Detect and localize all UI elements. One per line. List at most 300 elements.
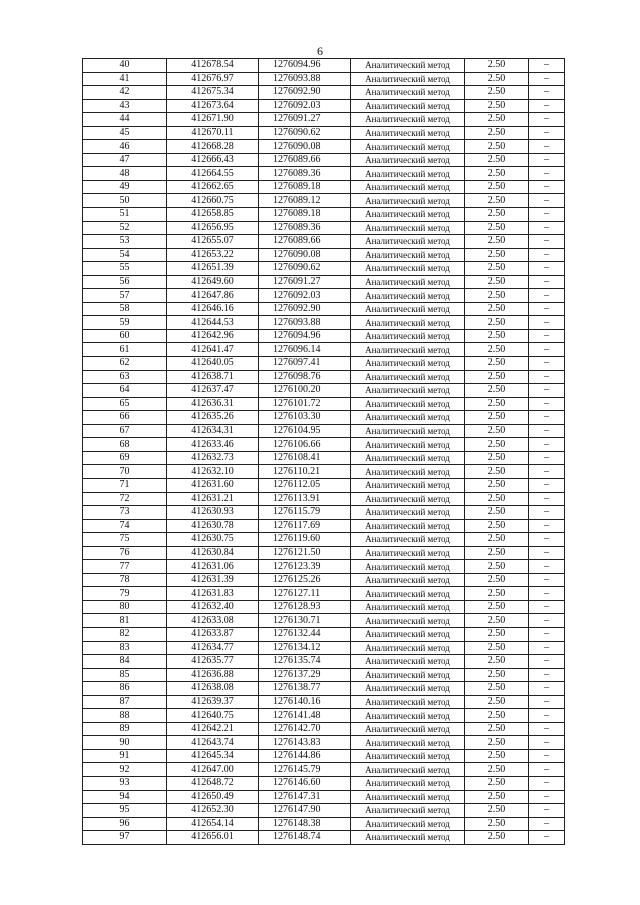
method-cell: Аналитический метод: [351, 438, 465, 452]
precision-cell: 2.50: [465, 478, 529, 492]
point-number-cell: 76: [83, 546, 167, 560]
method-cell: Аналитический метод: [351, 722, 465, 736]
method-cell: Аналитический метод: [351, 86, 465, 100]
y-coordinate-cell: 1276134.12: [259, 641, 351, 655]
description-cell: –: [529, 221, 565, 235]
description-cell: –: [529, 763, 565, 777]
precision-cell: 2.50: [465, 302, 529, 316]
y-coordinate-cell: 1276123.39: [259, 560, 351, 574]
point-number-cell: 75: [83, 533, 167, 547]
precision-cell: 2.50: [465, 546, 529, 560]
y-coordinate-cell: 1276132.44: [259, 627, 351, 641]
point-number-cell: 97: [83, 831, 167, 845]
table-row: [83, 302, 565, 316]
x-coordinate-cell: 412630.78: [167, 519, 259, 533]
y-coordinate-cell: 1276112.05: [259, 478, 351, 492]
y-coordinate-cell: 1276106.66: [259, 438, 351, 452]
point-number-cell: 69: [83, 451, 167, 465]
x-coordinate-cell: 412630.93: [167, 506, 259, 520]
table-row: [83, 397, 565, 411]
y-coordinate-cell: 1276094.96: [259, 59, 351, 73]
x-coordinate-cell: 412673.64: [167, 99, 259, 113]
y-coordinate-cell: 1276137.29: [259, 668, 351, 682]
y-coordinate-cell: 1276100.20: [259, 384, 351, 398]
point-number-cell: 40: [83, 59, 167, 73]
description-cell: –: [529, 573, 565, 587]
point-number-cell: 66: [83, 411, 167, 425]
point-number-cell: 84: [83, 655, 167, 669]
point-number-cell: 48: [83, 167, 167, 181]
point-number-cell: 43: [83, 99, 167, 113]
table-row: [83, 438, 565, 452]
method-cell: Аналитический метод: [351, 546, 465, 560]
description-cell: –: [529, 804, 565, 818]
point-number-cell: 58: [83, 302, 167, 316]
precision-cell: 2.50: [465, 560, 529, 574]
y-coordinate-cell: 1276089.18: [259, 180, 351, 194]
coordinates-table: [82, 58, 565, 845]
x-coordinate-cell: 412647.00: [167, 763, 259, 777]
method-cell: Аналитический метод: [351, 126, 465, 140]
precision-cell: 2.50: [465, 831, 529, 845]
x-coordinate-cell: 412646.16: [167, 302, 259, 316]
point-number-cell: 96: [83, 817, 167, 831]
method-cell: Аналитический метод: [351, 804, 465, 818]
method-cell: Аналитический метод: [351, 627, 465, 641]
description-cell: –: [529, 153, 565, 167]
x-coordinate-cell: 412639.37: [167, 695, 259, 709]
table-row: [83, 709, 565, 723]
description-cell: –: [529, 370, 565, 384]
x-coordinate-cell: 412647.86: [167, 289, 259, 303]
description-cell: –: [529, 533, 565, 547]
table-row: [83, 573, 565, 587]
precision-cell: 2.50: [465, 221, 529, 235]
x-coordinate-cell: 412655.07: [167, 235, 259, 249]
point-number-cell: 89: [83, 722, 167, 736]
method-cell: Аналитический метод: [351, 302, 465, 316]
precision-cell: 2.50: [465, 641, 529, 655]
description-cell: –: [529, 560, 565, 574]
table-row: [83, 194, 565, 208]
method-cell: Аналитический метод: [351, 113, 465, 127]
x-coordinate-cell: 412666.43: [167, 153, 259, 167]
precision-cell: 2.50: [465, 86, 529, 100]
x-coordinate-cell: 412640.05: [167, 357, 259, 371]
table-row: [83, 763, 565, 777]
y-coordinate-cell: 1276092.03: [259, 289, 351, 303]
precision-cell: 2.50: [465, 262, 529, 276]
point-number-cell: 86: [83, 682, 167, 696]
y-coordinate-cell: 1276091.27: [259, 275, 351, 289]
table-row: [83, 86, 565, 100]
table-row: [83, 248, 565, 262]
x-coordinate-cell: 412641.47: [167, 343, 259, 357]
point-number-cell: 54: [83, 248, 167, 262]
precision-cell: 2.50: [465, 275, 529, 289]
y-coordinate-cell: 1276130.71: [259, 614, 351, 628]
description-cell: –: [529, 262, 565, 276]
x-coordinate-cell: 412631.60: [167, 478, 259, 492]
method-cell: Аналитический метод: [351, 289, 465, 303]
method-cell: Аналитический метод: [351, 478, 465, 492]
y-coordinate-cell: 1276142.70: [259, 722, 351, 736]
precision-cell: 2.50: [465, 465, 529, 479]
precision-cell: 2.50: [465, 695, 529, 709]
precision-cell: 2.50: [465, 668, 529, 682]
x-coordinate-cell: 412670.11: [167, 126, 259, 140]
x-coordinate-cell: 412632.10: [167, 465, 259, 479]
table-row: [83, 641, 565, 655]
precision-cell: 2.50: [465, 397, 529, 411]
method-cell: Аналитический метод: [351, 831, 465, 845]
x-coordinate-cell: 412635.26: [167, 411, 259, 425]
x-coordinate-cell: 412633.87: [167, 627, 259, 641]
description-cell: –: [529, 59, 565, 73]
x-coordinate-cell: 412654.14: [167, 817, 259, 831]
y-coordinate-cell: 1276090.62: [259, 262, 351, 276]
x-coordinate-cell: 412644.53: [167, 316, 259, 330]
precision-cell: 2.50: [465, 140, 529, 154]
precision-cell: 2.50: [465, 533, 529, 547]
point-number-cell: 52: [83, 221, 167, 235]
x-coordinate-cell: 412676.97: [167, 72, 259, 86]
precision-cell: 2.50: [465, 126, 529, 140]
method-cell: Аналитический метод: [351, 506, 465, 520]
x-coordinate-cell: 412630.75: [167, 533, 259, 547]
description-cell: –: [529, 438, 565, 452]
method-cell: Аналитический метод: [351, 533, 465, 547]
point-number-cell: 41: [83, 72, 167, 86]
precision-cell: 2.50: [465, 424, 529, 438]
method-cell: Аналитический метод: [351, 167, 465, 181]
table-row: [83, 180, 565, 194]
description-cell: –: [529, 831, 565, 845]
precision-cell: 2.50: [465, 600, 529, 614]
description-cell: –: [529, 722, 565, 736]
method-cell: Аналитический метод: [351, 140, 465, 154]
description-cell: –: [529, 126, 565, 140]
x-coordinate-cell: 412642.96: [167, 329, 259, 343]
table-row: [83, 655, 565, 669]
table-row: [83, 140, 565, 154]
table-row: [83, 722, 565, 736]
description-cell: –: [529, 208, 565, 222]
method-cell: Аналитический метод: [351, 248, 465, 262]
description-cell: –: [529, 478, 565, 492]
x-coordinate-cell: 412650.49: [167, 790, 259, 804]
y-coordinate-cell: 1276090.08: [259, 248, 351, 262]
precision-cell: 2.50: [465, 411, 529, 425]
point-number-cell: 73: [83, 506, 167, 520]
method-cell: Аналитический метод: [351, 790, 465, 804]
method-cell: Аналитический метод: [351, 384, 465, 398]
precision-cell: 2.50: [465, 289, 529, 303]
point-number-cell: 85: [83, 668, 167, 682]
point-number-cell: 47: [83, 153, 167, 167]
precision-cell: 2.50: [465, 370, 529, 384]
precision-cell: 2.50: [465, 614, 529, 628]
precision-cell: 2.50: [465, 167, 529, 181]
table-row: [83, 695, 565, 709]
description-cell: –: [529, 600, 565, 614]
point-number-cell: 70: [83, 465, 167, 479]
table-row: [83, 275, 565, 289]
method-cell: Аналитический метод: [351, 560, 465, 574]
point-number-cell: 59: [83, 316, 167, 330]
description-cell: –: [529, 180, 565, 194]
method-cell: Аналитический метод: [351, 749, 465, 763]
description-cell: –: [529, 72, 565, 86]
table-row: [83, 817, 565, 831]
precision-cell: 2.50: [465, 357, 529, 371]
point-number-cell: 49: [83, 180, 167, 194]
method-cell: Аналитический метод: [351, 343, 465, 357]
precision-cell: 2.50: [465, 587, 529, 601]
method-cell: Аналитический метод: [351, 370, 465, 384]
description-cell: –: [529, 709, 565, 723]
method-cell: Аналитический метод: [351, 736, 465, 750]
method-cell: Аналитический метод: [351, 99, 465, 113]
x-coordinate-cell: 412658.85: [167, 208, 259, 222]
table-row: [83, 587, 565, 601]
description-cell: –: [529, 235, 565, 249]
description-cell: –: [529, 343, 565, 357]
description-cell: –: [529, 546, 565, 560]
y-coordinate-cell: 1276147.90: [259, 804, 351, 818]
y-coordinate-cell: 1276110.21: [259, 465, 351, 479]
point-number-cell: 71: [83, 478, 167, 492]
y-coordinate-cell: 1276092.03: [259, 99, 351, 113]
precision-cell: 2.50: [465, 655, 529, 669]
x-coordinate-cell: 412633.46: [167, 438, 259, 452]
precision-cell: 2.50: [465, 438, 529, 452]
y-coordinate-cell: 1276140.16: [259, 695, 351, 709]
y-coordinate-cell: 1276128.93: [259, 600, 351, 614]
description-cell: –: [529, 86, 565, 100]
description-cell: –: [529, 641, 565, 655]
table-row: [83, 506, 565, 520]
y-coordinate-cell: 1276125.26: [259, 573, 351, 587]
method-cell: Аналитический метод: [351, 153, 465, 167]
description-cell: –: [529, 776, 565, 790]
y-coordinate-cell: 1276092.90: [259, 302, 351, 316]
table-row: [83, 533, 565, 547]
point-number-cell: 64: [83, 384, 167, 398]
method-cell: Аналитический метод: [351, 655, 465, 669]
x-coordinate-cell: 412638.71: [167, 370, 259, 384]
y-coordinate-cell: 1276093.88: [259, 316, 351, 330]
x-coordinate-cell: 412668.28: [167, 140, 259, 154]
description-cell: –: [529, 329, 565, 343]
point-number-cell: 78: [83, 573, 167, 587]
precision-cell: 2.50: [465, 627, 529, 641]
precision-cell: 2.50: [465, 519, 529, 533]
point-number-cell: 68: [83, 438, 167, 452]
y-coordinate-cell: 1276127.11: [259, 587, 351, 601]
table-row: [83, 126, 565, 140]
table-row: [83, 776, 565, 790]
x-coordinate-cell: 412648.72: [167, 776, 259, 790]
table-row: [83, 59, 565, 73]
y-coordinate-cell: 1276115.79: [259, 506, 351, 520]
point-number-cell: 63: [83, 370, 167, 384]
point-number-cell: 72: [83, 492, 167, 506]
method-cell: Аналитический метод: [351, 600, 465, 614]
x-coordinate-cell: 412645.34: [167, 749, 259, 763]
point-number-cell: 46: [83, 140, 167, 154]
y-coordinate-cell: 1276089.66: [259, 235, 351, 249]
x-coordinate-cell: 412631.21: [167, 492, 259, 506]
precision-cell: 2.50: [465, 817, 529, 831]
y-coordinate-cell: 1276092.90: [259, 86, 351, 100]
description-cell: –: [529, 275, 565, 289]
method-cell: Аналитический метод: [351, 573, 465, 587]
y-coordinate-cell: 1276091.27: [259, 113, 351, 127]
method-cell: Аналитический метод: [351, 668, 465, 682]
point-number-cell: 94: [83, 790, 167, 804]
y-coordinate-cell: 1276117.69: [259, 519, 351, 533]
x-coordinate-cell: 412630.84: [167, 546, 259, 560]
point-number-cell: 81: [83, 614, 167, 628]
precision-cell: 2.50: [465, 153, 529, 167]
table-row: [83, 560, 565, 574]
table-row: [83, 804, 565, 818]
precision-cell: 2.50: [465, 59, 529, 73]
x-coordinate-cell: 412662.65: [167, 180, 259, 194]
x-coordinate-cell: 412635.77: [167, 655, 259, 669]
precision-cell: 2.50: [465, 72, 529, 86]
point-number-cell: 74: [83, 519, 167, 533]
x-coordinate-cell: 412638.08: [167, 682, 259, 696]
method-cell: Аналитический метод: [351, 587, 465, 601]
point-number-cell: 42: [83, 86, 167, 100]
x-coordinate-cell: 412664.55: [167, 167, 259, 181]
precision-cell: 2.50: [465, 749, 529, 763]
y-coordinate-cell: 1276089.12: [259, 194, 351, 208]
y-coordinate-cell: 1276119.60: [259, 533, 351, 547]
table-row: [83, 370, 565, 384]
table-row: [83, 113, 565, 127]
x-coordinate-cell: 412642.21: [167, 722, 259, 736]
description-cell: –: [529, 587, 565, 601]
description-cell: –: [529, 451, 565, 465]
method-cell: Аналитический метод: [351, 519, 465, 533]
y-coordinate-cell: 1276143.83: [259, 736, 351, 750]
point-number-cell: 77: [83, 560, 167, 574]
method-cell: Аналитический метод: [351, 614, 465, 628]
table-row: [83, 167, 565, 181]
y-coordinate-cell: 1276089.18: [259, 208, 351, 222]
x-coordinate-cell: 412678.54: [167, 59, 259, 73]
y-coordinate-cell: 1276146.60: [259, 776, 351, 790]
x-coordinate-cell: 412631.83: [167, 587, 259, 601]
description-cell: –: [529, 492, 565, 506]
description-cell: –: [529, 194, 565, 208]
method-cell: Аналитический метод: [351, 817, 465, 831]
y-coordinate-cell: 1276098.76: [259, 370, 351, 384]
precision-cell: 2.50: [465, 180, 529, 194]
point-number-cell: 57: [83, 289, 167, 303]
precision-cell: 2.50: [465, 194, 529, 208]
method-cell: Аналитический метод: [351, 492, 465, 506]
point-number-cell: 44: [83, 113, 167, 127]
y-coordinate-cell: 1276090.08: [259, 140, 351, 154]
table-row: [83, 465, 565, 479]
y-coordinate-cell: 1276089.36: [259, 167, 351, 181]
description-cell: –: [529, 411, 565, 425]
table-row: [83, 235, 565, 249]
y-coordinate-cell: 1276147.31: [259, 790, 351, 804]
table-row: [83, 289, 565, 303]
precision-cell: 2.50: [465, 113, 529, 127]
precision-cell: 2.50: [465, 451, 529, 465]
description-cell: –: [529, 817, 565, 831]
method-cell: Аналитический метод: [351, 72, 465, 86]
point-number-cell: 95: [83, 804, 167, 818]
description-cell: –: [529, 113, 565, 127]
description-cell: –: [529, 248, 565, 262]
precision-cell: 2.50: [465, 776, 529, 790]
method-cell: Аналитический метод: [351, 451, 465, 465]
point-number-cell: 83: [83, 641, 167, 655]
method-cell: Аналитический метод: [351, 695, 465, 709]
description-cell: –: [529, 682, 565, 696]
x-coordinate-cell: 412636.88: [167, 668, 259, 682]
x-coordinate-cell: 412640.75: [167, 709, 259, 723]
table-row: [83, 343, 565, 357]
description-cell: –: [529, 627, 565, 641]
y-coordinate-cell: 1276148.74: [259, 831, 351, 845]
description-cell: –: [529, 695, 565, 709]
table-row: [83, 329, 565, 343]
method-cell: Аналитический метод: [351, 316, 465, 330]
description-cell: –: [529, 316, 565, 330]
page-number: 6: [317, 44, 323, 58]
x-coordinate-cell: 412633.08: [167, 614, 259, 628]
method-cell: Аналитический метод: [351, 208, 465, 222]
precision-cell: 2.50: [465, 208, 529, 222]
method-cell: Аналитический метод: [351, 776, 465, 790]
precision-cell: 2.50: [465, 709, 529, 723]
precision-cell: 2.50: [465, 573, 529, 587]
y-coordinate-cell: 1276104.95: [259, 424, 351, 438]
method-cell: Аналитический метод: [351, 709, 465, 723]
x-coordinate-cell: 412634.31: [167, 424, 259, 438]
method-cell: Аналитический метод: [351, 194, 465, 208]
description-cell: –: [529, 289, 565, 303]
point-number-cell: 53: [83, 235, 167, 249]
table-row: [83, 492, 565, 506]
precision-cell: 2.50: [465, 763, 529, 777]
method-cell: Аналитический метод: [351, 221, 465, 235]
x-coordinate-cell: 412660.75: [167, 194, 259, 208]
x-coordinate-cell: 412653.22: [167, 248, 259, 262]
point-number-cell: 92: [83, 763, 167, 777]
point-number-cell: 50: [83, 194, 167, 208]
description-cell: –: [529, 749, 565, 763]
y-coordinate-cell: 1276141.48: [259, 709, 351, 723]
description-cell: –: [529, 736, 565, 750]
precision-cell: 2.50: [465, 384, 529, 398]
description-cell: –: [529, 506, 565, 520]
table-row: [83, 153, 565, 167]
x-coordinate-cell: 412656.01: [167, 831, 259, 845]
x-coordinate-cell: 412651.39: [167, 262, 259, 276]
point-number-cell: 62: [83, 357, 167, 371]
description-cell: –: [529, 397, 565, 411]
precision-cell: 2.50: [465, 316, 529, 330]
